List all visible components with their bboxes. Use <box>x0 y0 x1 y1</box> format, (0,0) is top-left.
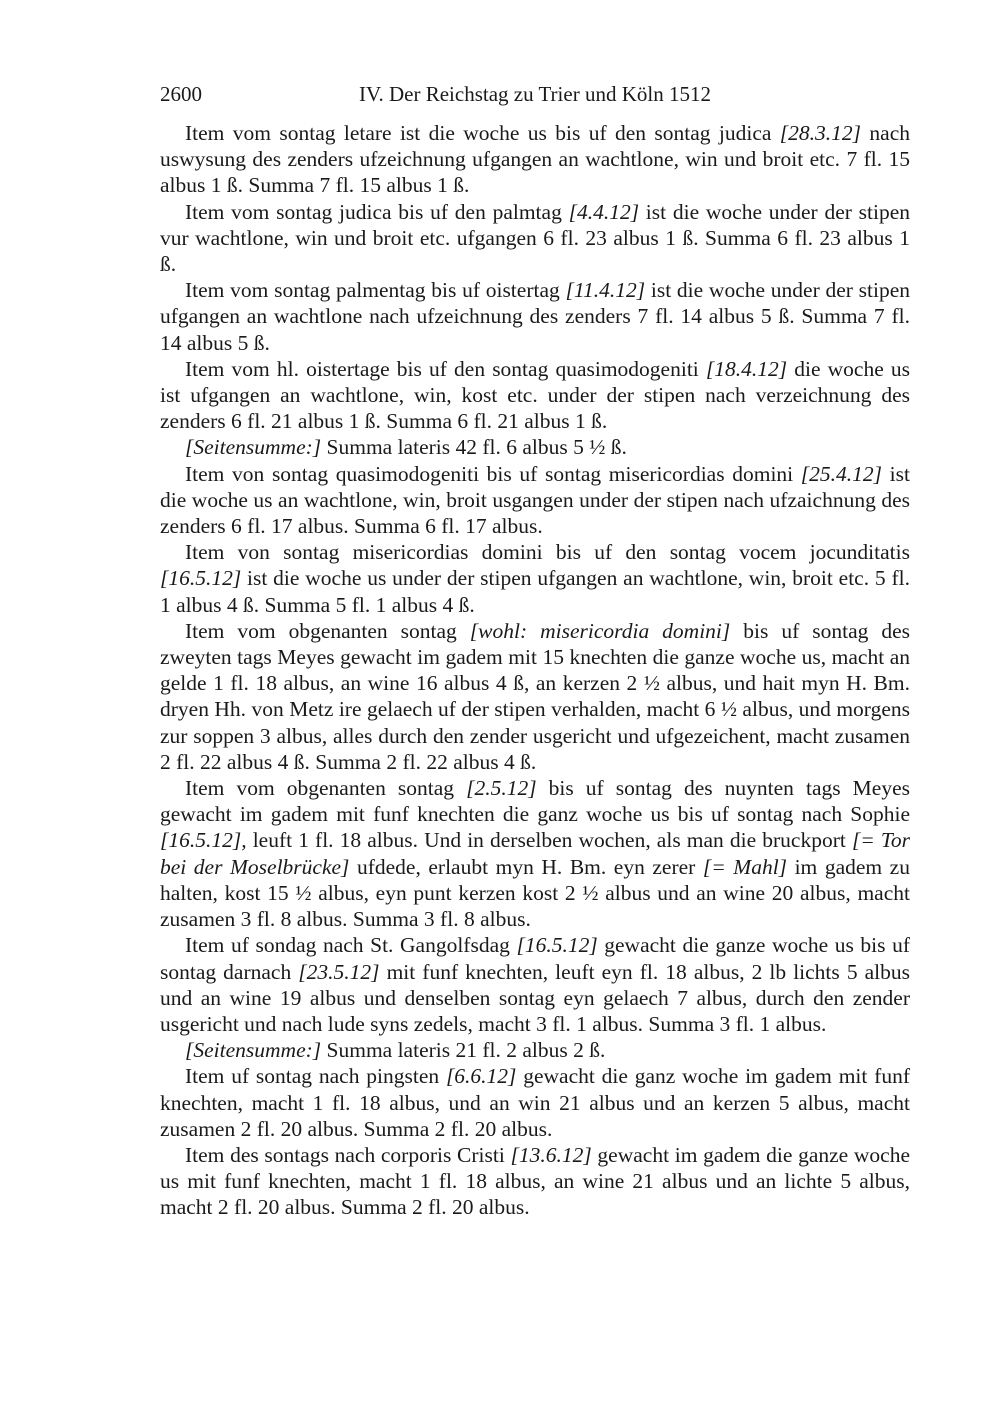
editorial-note: [6.6.12] <box>445 1064 517 1089</box>
text-run: Item vom obgenanten sontag <box>185 618 470 643</box>
editorial-note: [wohl: misericordia domini] <box>469 618 731 643</box>
text-run: bis uf sontag des nuynten tags Meyes gewacht im gadem mit funf knechten die ganz woche us bis uf sontag nach Sophie <box>160 776 910 827</box>
editorial-note: [25.4.12] <box>800 461 883 486</box>
paragraph <box>160 932 910 1037</box>
text-run: Summa lateris 42 fl. 6 albus 5 ½ ß. <box>321 435 627 460</box>
text-run: Summa lateris 21 fl. 2 albus 2 ß. <box>321 1038 606 1063</box>
editorial-note: [18.4.12] <box>705 356 788 381</box>
editorial-note: [16.5.12], <box>160 828 247 853</box>
editorial-note: [28.3.12] <box>779 121 862 145</box>
editorial-note: [2.5.12] <box>466 776 537 801</box>
text-run: ist die woche us under der stipen ufgangen an wachtlone, win, broit etc. 5 fl. 1 albus 4 ß. Summa 5 fl. 1 albus 4 ß. <box>160 566 910 617</box>
paragraph <box>160 1063 910 1142</box>
editorial-note: [16.5.12] <box>516 933 598 958</box>
paragraph <box>160 618 910 775</box>
text-run: bis uf sontag des zweyten tags Meyes gewacht im gadem mit 15 knechten die ganze woche us, macht an gelde 1 fl. 18 albus, an wine 16 albus 4 ß, an kerzen 2 ½ albus, und hait myn H. Bm. dryen Hh. von Metz ire gelaech uf der stipen verhalden, macht 6 ½ albus, und morgens zur soppen 3 albus, alles durch den zender usgericht und ufgezeichent, macht zusamen 2 fl. 22 albus 4 ß. Summa 2 fl. 22 albus 4 ß. <box>160 618 910 774</box>
body-text <box>160 120 910 1221</box>
text-run: die woche us ist ufgangen an wachtlone, win, kost etc. under der stipen nach verzeichnung des zenders 6 fl. 21 albus 1 ß. Summa 6 fl. 21 albus 1 ß. <box>160 356 911 434</box>
paragraph <box>160 775 910 932</box>
text-run: Item vom sontag judica bis uf den palmtag <box>185 199 569 224</box>
text-run: ufdede, erlaubt myn H. Bm. eyn zerer <box>349 854 703 879</box>
text-run: mit funf knechten, leuft eyn fl. 18 albus, 2 lb lichts 5 albus und an wine 19 albus und denselben sontag eyn gelaech 7 albus, durch den zender usgericht und nach lude syns zedels, macht 3 fl. 1 albus. Summa 3 fl. 1 albus. <box>160 959 910 1036</box>
text-run: gewacht die ganze woche us bis uf sontag darnach <box>160 933 910 984</box>
text-run: gewacht die ganz woche im gadem mit funf knechten, macht 1 fl. 18 albus, und an win 21 albus und an kerzen 5 albus, macht zusamen 2 fl. 20 albus. Summa 2 fl. 20 albus. <box>160 1064 910 1141</box>
editorial-note: [= Mahl] <box>702 854 788 879</box>
paragraph <box>160 434 910 460</box>
text-run: Item des sontags nach corporis Cristi <box>185 1142 511 1167</box>
text-run: Item vom sontag palmentag bis uf oistertag <box>185 278 566 303</box>
running-title: IV. Der Reichstag zu Trier und Köln 1512 <box>359 82 711 106</box>
running-header <box>160 79 910 109</box>
paragraph <box>160 199 910 278</box>
editorial-note: [13.6.12] <box>510 1142 592 1167</box>
editorial-note: [23.5.12] <box>298 959 380 984</box>
paragraph <box>160 277 910 356</box>
text-run: im gadem zu halten, kost 15 ½ albus, eyn punt kerzen kost 2 ½ albus und an wine 20 albus, macht zusamen 3 fl. 8 albus. Summa 3 fl. 8 albus. <box>160 854 910 932</box>
paragraph <box>160 539 910 618</box>
text-run: Item vom sontag letare ist die woche us bis uf den sontag judica <box>185 121 780 145</box>
editorial-note: [Seitensumme:] <box>185 1038 322 1063</box>
text-run: Item uf sontag nach pingsten <box>185 1064 446 1089</box>
text-run: gewacht im gadem die ganze woche us mit funf knechten, macht 1 fl. 18 albus, an wine 21 albus und an lichte 5 albus, macht 2 fl. 20 albus. Summa 2 fl. 20 albus. <box>160 1142 911 1220</box>
editorial-note: [11.4.12] <box>565 278 646 303</box>
editorial-note: [= Tor bei der Moselbrücke] <box>160 828 911 879</box>
editorial-note: [4.4.12] <box>568 199 640 224</box>
paragraph <box>160 1037 910 1063</box>
text-run: Item von sontag quasimodogeniti bis uf sontag misericordias domini <box>185 461 801 486</box>
text-run: nach uswysung des zenders ufzeichnung ufgangen an wachtlone, win und broit etc. 7 fl. 15 albus 1 ß. Summa 7 fl. 15 albus 1 ß. <box>160 121 910 198</box>
text-run: Item vom hl. oistertage bis uf den sontag quasimodogeniti <box>185 356 706 381</box>
editorial-note: [Seitensumme:] <box>185 435 322 460</box>
editorial-note: [16.5.12] <box>160 566 242 591</box>
paragraph <box>160 356 910 435</box>
text-run: Item von sontag misericordias domini bis uf den sontag vocem jocunditatis <box>185 540 910 565</box>
text-run: leuft 1 fl. 18 albus. Und in derselben wochen, als man die bruckport <box>246 828 852 853</box>
text-run: ist die woche under der stipen ufgangen an wachtlone nach ufzeichnung des zenders 7 fl. 14 albus 5 ß. Summa 7 fl. 14 albus 5 ß. <box>160 278 911 355</box>
text-run: ist die woche under der stipen vur wachtlone, win und broit etc. ufgangen 6 fl. 23 albus 1 ß. Summa 6 fl. 23 albus 1 ß. <box>160 199 911 277</box>
text-run: Item vom obgenanten sontag <box>185 776 467 801</box>
paragraph <box>160 461 910 540</box>
page-number: 2600 <box>160 82 202 106</box>
paragraph <box>160 1142 910 1221</box>
paragraph <box>160 120 910 199</box>
text-run: ist die woche us an wachtlone, win, broit usgangen under der stipen nach ufzaichnung des zenders 6 fl. 17 albus. Summa 6 fl. 17 albus. <box>160 461 910 539</box>
text-run: Item uf sondag nach St. Gangolfsdag <box>185 933 517 958</box>
